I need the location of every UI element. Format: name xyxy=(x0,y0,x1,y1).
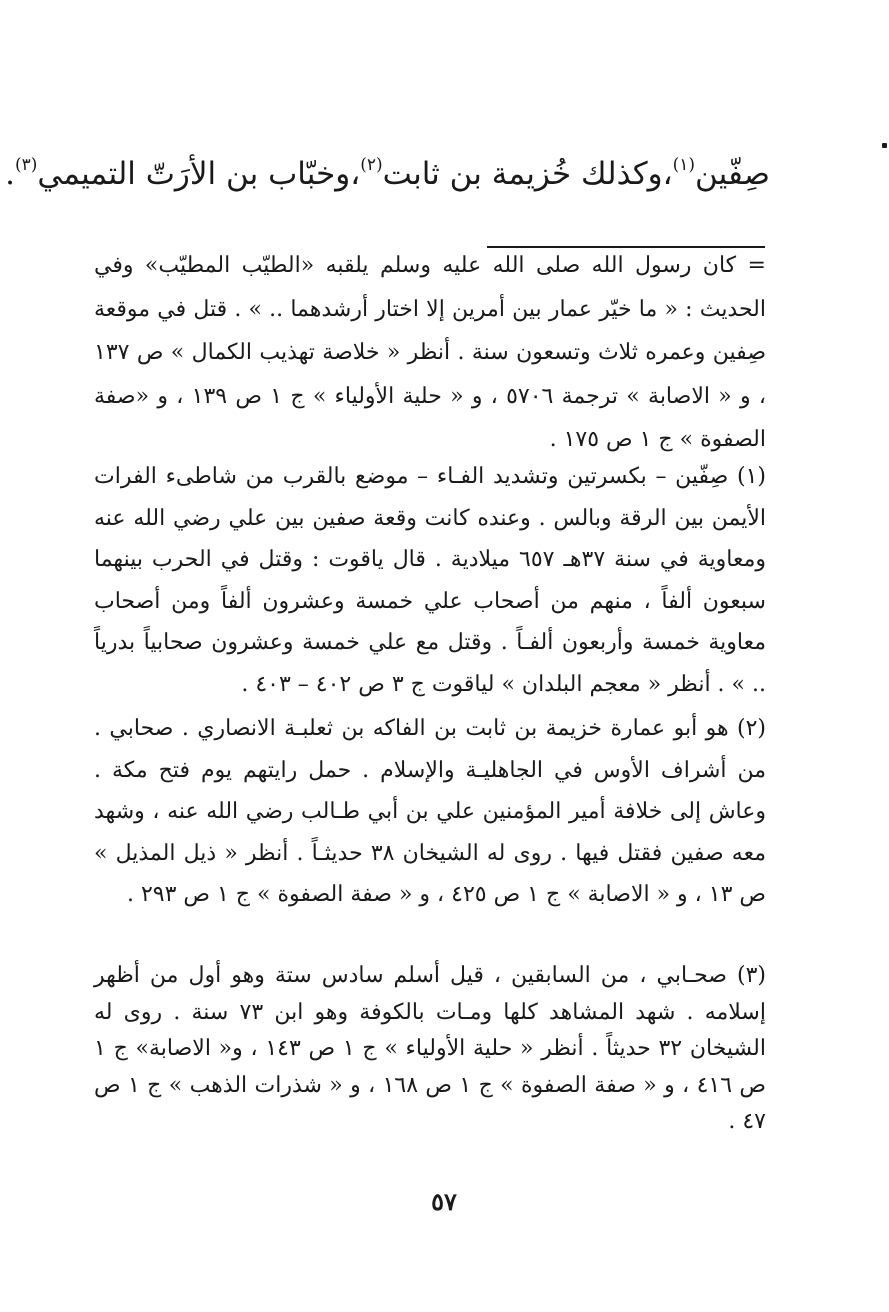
main-text-part-1: صِفّين xyxy=(695,156,770,192)
footnote-continuation: = كان رسول الله صلى الله عليه وسلم يلقبه «الطيّب المطيّب» وفي الحديث : « ما خيّر عمار بين أمرين إلا اختار أرشدهما .. » . قتل في موقعة صِفين وعمره ثلاث وتسعون سنة . أنظر « خلاصة تهذيب الكمال » ص ١٣٧ ، و « الاصابة » ترجمة ٥٧٠٦ ، و « حلية الأولياء » ج ١ ص ١٣٩ ، و «صفة الصفوة » ج ١ ص ١٧٥ . xyxy=(94,253,766,452)
main-text-part-2: ،وكذلك خُزيمة بن ثابت xyxy=(382,156,673,192)
footnote-ref-2: (٢) xyxy=(360,155,383,175)
page-number: ٥٧ xyxy=(431,1187,457,1216)
main-text-part-4: . xyxy=(5,156,15,192)
footnote-2: (٢) هو أبو عمارة خزيمة بن ثابت بن الفاكه بن ثعلبـة الانصاري . صحابي . من أشراف الأوس في الجاهليـة والإسلام . حمل رايتهم يوم فتح مكة . وعاش إلى خلافة أمير المؤمنين علي بن أبي طـالب رضي الله عنه ، وشهد معه صفين فقتل فيها . روى له الشيخان ٣٨ حديثـاً . أنظر « ذيل المذيل » ص ١٣ ، و « الاصابة » ج ١ ص ٤٢٥ ، و « صفة الصفوة » ج ١ ص ٢٩٣ . xyxy=(94,716,766,907)
footnote-ref-1: (١) xyxy=(672,155,696,175)
main-text-line xyxy=(5,140,770,199)
main-text-part-3: ،وخبّاب بن الأرَتّ التميمي xyxy=(37,156,361,192)
footnote-1: (١) صِفّين – بكسرتين وتشديد الفـاء – موضع بالقرب من شاطىء الفرات الأيمن بين الرقة وبالس . وعنده كانت وقعة صفين بين علي رضي الله عنه ومعاوية في سنة ٣٧هـ ٦٥٧ ميلادية . قال ياقوت : وقتل في الحرب بينهما سبعون ألفاً ، منهم من أصحاب علي خمسة وعشرون ألفاً ومن أصحاب معاوية خمسة وأربعون ألفـاً . وقتل مع علي خمسة وعشرون صحابياً بدرياً .. » . أنظر « معجم البلدان » لياقوت ج ٣ ص ٤٠٢ – ٤٠٣ . xyxy=(94,464,766,697)
footnote-3: (٣) صحـابي ، من السابقين ، قيل أسلم سادس ستة وهو أول من أظهر إسلامه . شهد المشاهد كلها ومـات بالكوفة وهو ابن ٧٣ سنة . روى له الشيخان ٣٢ حديثاً . أنظر « حلية الأولياء » ج ١ ص ١٤٣ ، و« الاصابة» ج ١ ص ٤١٦ ، و « صفة الصفوة » ج ١ ص ١٦٨ ، و « شذرات الذهب » ج ١ ص ٤٧ . xyxy=(94,963,766,1134)
footnote-ref-3: (٣) xyxy=(15,155,38,175)
margin-mark xyxy=(882,143,887,148)
